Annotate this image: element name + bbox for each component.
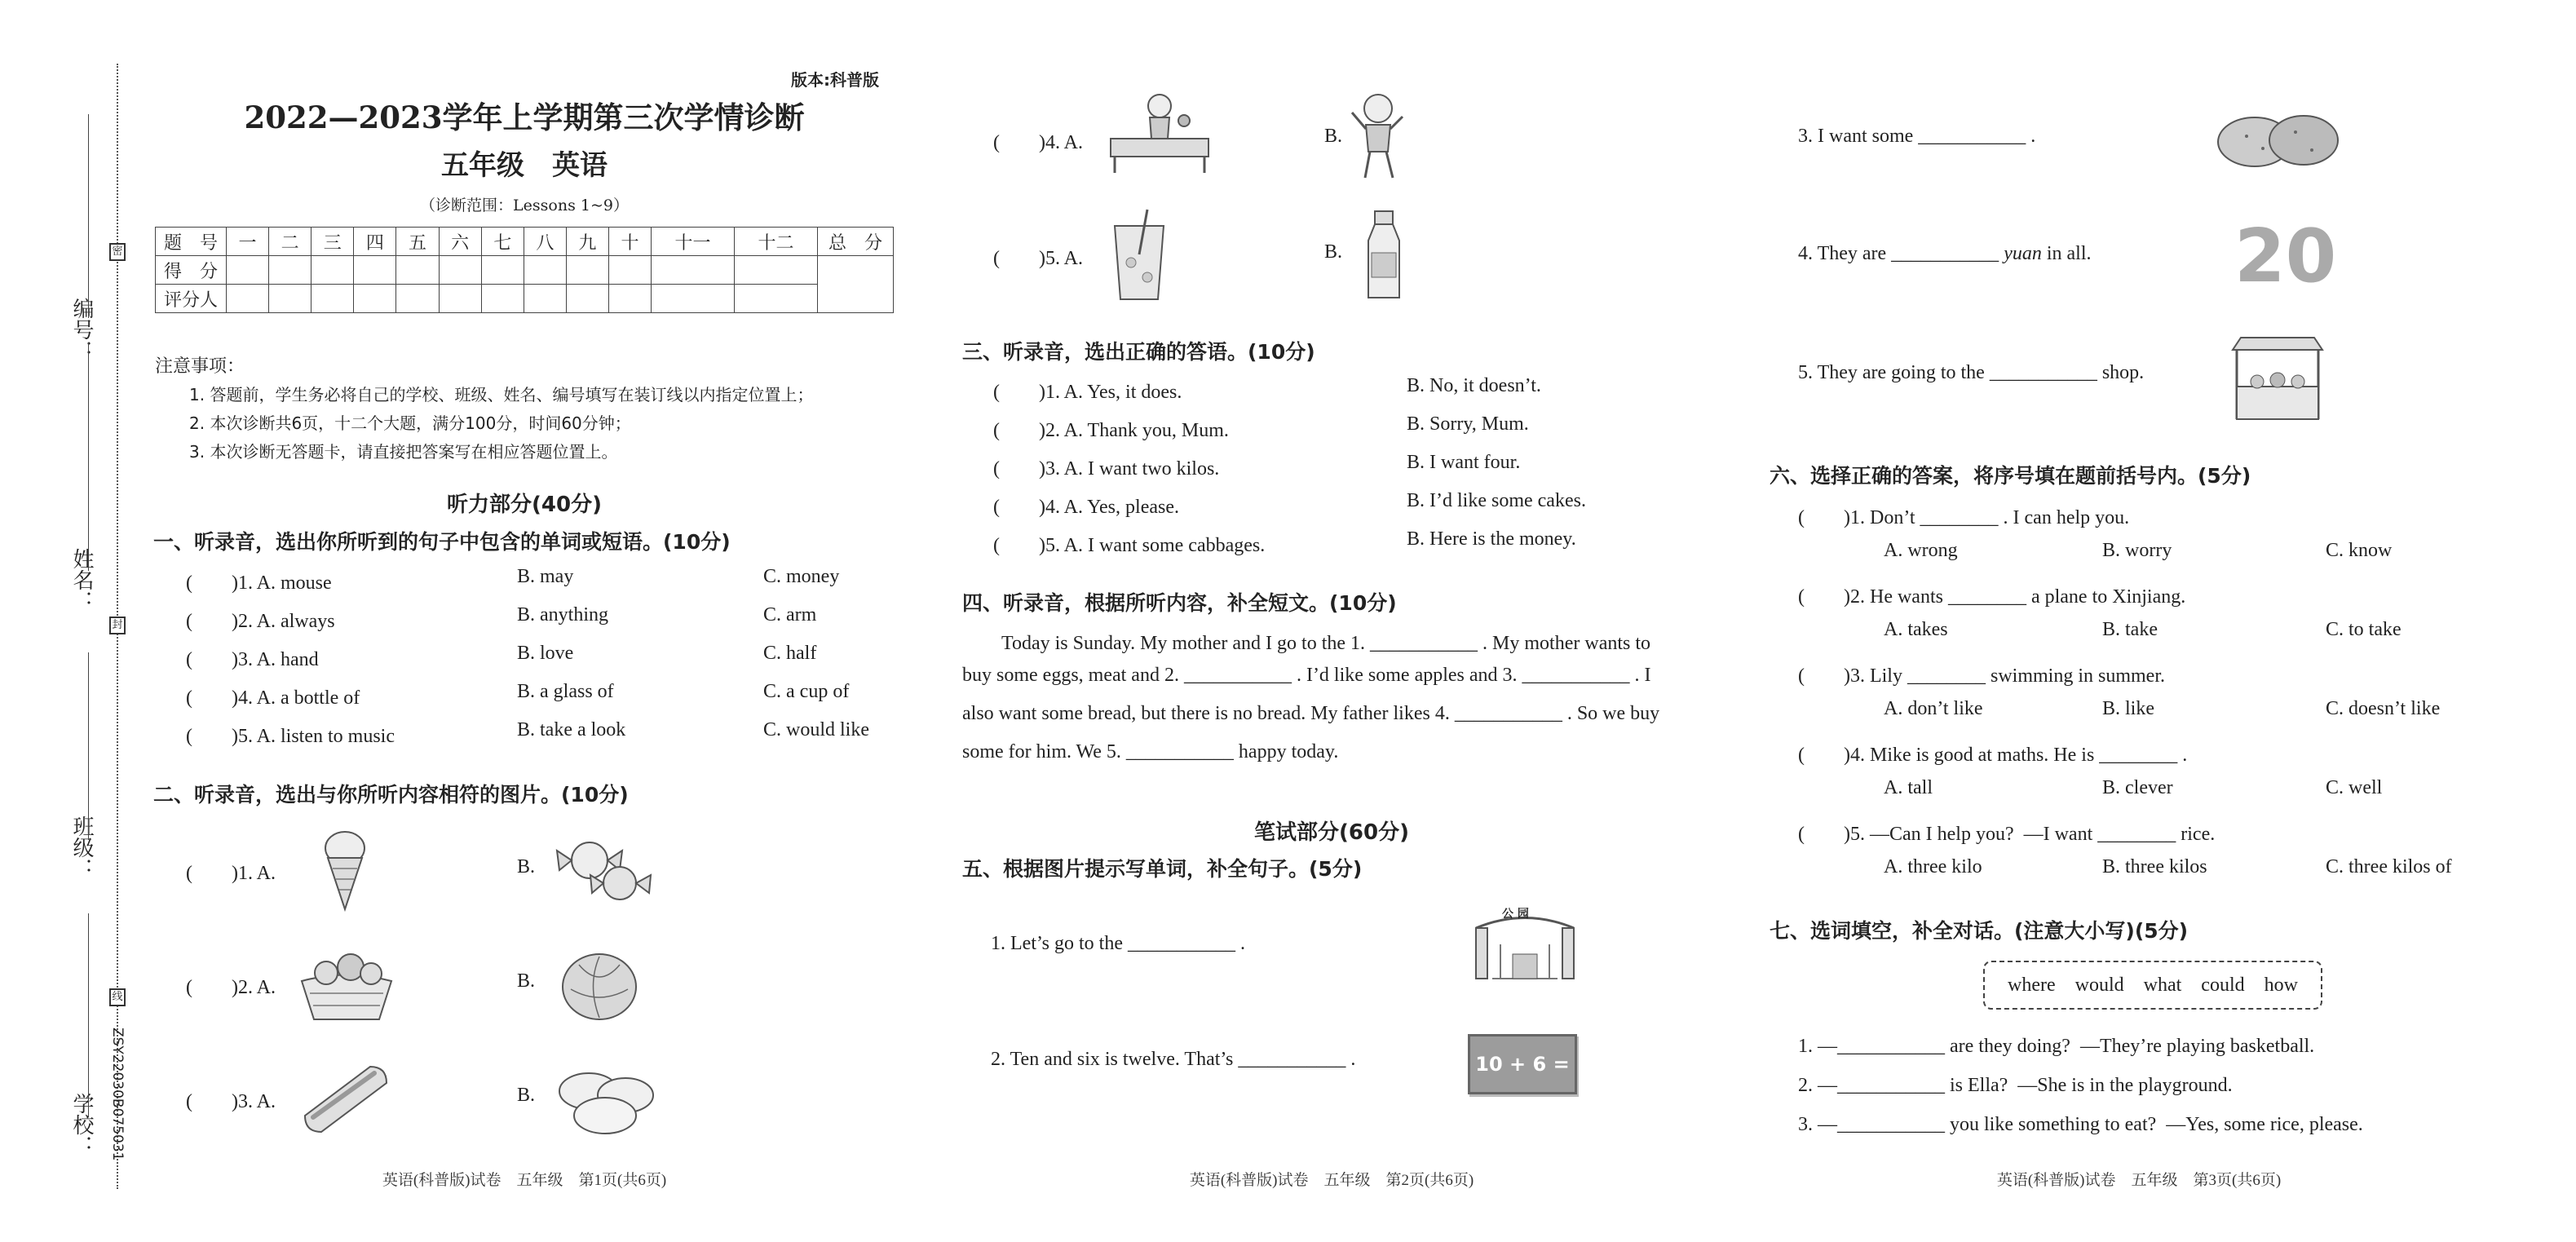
page1-footer: 英语(科普版)试卷 五年级 第1页(共6页) xyxy=(382,1172,667,1189)
question-option-a: ( )5. A. I want some cabbages. xyxy=(993,535,1266,556)
grader-cell[interactable] xyxy=(608,285,651,313)
option-b: B. a glass of xyxy=(517,681,614,702)
dialog-question: 3. —___________ you like something to eat? —Yes, some rice, please. xyxy=(1798,1114,2363,1135)
label-name: 姓名： xyxy=(69,548,94,612)
score-cell[interactable] xyxy=(269,256,312,285)
question-number: ( )2. A. xyxy=(186,977,276,998)
option-a: A. tall xyxy=(1884,777,1933,798)
option-b: B. I want four. xyxy=(1407,452,1521,473)
option-b: B. take xyxy=(2102,619,2158,640)
score-cell[interactable] xyxy=(652,256,735,285)
option-a: A. wrong xyxy=(1884,540,1958,561)
candies-picture[interactable] xyxy=(553,828,659,909)
field-line-class[interactable] xyxy=(88,652,89,840)
question-number: ( )1. A. mouse xyxy=(186,572,332,594)
milk-bottle-picture[interactable] xyxy=(1363,208,1404,302)
field-line-number[interactable] xyxy=(88,114,89,318)
choice-question: ( )2. He wants ________ a plane to Xinjiang. xyxy=(1798,586,2186,608)
word-bank-box: where would what could how xyxy=(1983,961,2322,1010)
dialog-question: 2. —___________ is Ella? —She is in the playground. xyxy=(1798,1075,2233,1096)
option-b: B. three kilos xyxy=(2102,856,2207,877)
score-header: 二 xyxy=(269,228,312,256)
score-cell[interactable] xyxy=(396,256,439,285)
section6-title: 六、选择正确的答案，将序号填在题前括号内。(5分) xyxy=(1770,464,2251,488)
fill-question-part: 4. They are ___________ xyxy=(1798,243,2004,264)
label-school: 学校： xyxy=(69,1093,94,1156)
option-c: C. doesn’t like xyxy=(2326,698,2441,719)
exam-scope: （诊断范围：Lessons 1~9） xyxy=(420,197,629,214)
potatoes-picture[interactable] xyxy=(2214,108,2344,173)
question-number: ( )1. A. xyxy=(186,863,276,884)
notes-title: 注意事项： xyxy=(155,356,245,377)
park-sign: 公 园 xyxy=(1502,908,1529,921)
question-number: ( )3. A. hand xyxy=(186,649,319,670)
option-b: B. anything xyxy=(517,604,608,625)
section1-title: 一、听录音，选出你所听到的句子中包含的单词或短语。(10分) xyxy=(153,530,731,554)
big-number-picture[interactable]: 20 xyxy=(2234,214,2337,299)
score-cell[interactable] xyxy=(608,256,651,285)
passage-line: buy some eggs, meat and 2. ___________ . I’d like some apples and 3. ___________ . I xyxy=(962,665,1651,686)
score-header: 十二 xyxy=(735,228,818,256)
grader-row-label: 评分人 xyxy=(156,285,227,313)
option-c: C. money xyxy=(763,566,840,587)
option-a: A. takes xyxy=(1884,619,1948,640)
option-b: B. Sorry, Mum. xyxy=(1407,413,1529,435)
vegetable-basket-picture[interactable] xyxy=(294,944,400,1026)
edition-label: 版本:科普版 xyxy=(791,70,879,90)
option-b: B. xyxy=(517,856,536,877)
field-line-name[interactable] xyxy=(88,343,89,571)
listening-part-title: 听力部分(40分) xyxy=(447,493,602,517)
label-class: 班级： xyxy=(69,815,94,879)
section4-title: 四、听录音，根据所听内容，补全短文。(10分) xyxy=(962,591,1397,615)
score-cell[interactable] xyxy=(354,256,396,285)
section5-title: 五、根据图片提示写单词，补全句子。(5分) xyxy=(962,857,1363,881)
choice-question: ( )4. Mike is good at maths. He is ________ . xyxy=(1798,745,2188,766)
page3-footer: 英语(科普版)试卷 五年级 第3页(共6页) xyxy=(1996,1172,2282,1189)
option-b: B. xyxy=(517,1085,536,1106)
fill-question-part: in all. xyxy=(2041,243,2092,264)
choice-question: ( )5. —Can I help you? —I want ________ rice. xyxy=(1798,824,2216,845)
seal-char-mi: 密 xyxy=(109,243,126,261)
note-item: 1. 答题前，学生务必将自己的学校、班级、姓名、编号填写在装订线以内指定位置上； xyxy=(189,385,814,404)
passage-line: some for him. We 5. ___________ happy today. xyxy=(962,741,1339,762)
currency-word: yuan xyxy=(2004,243,2042,264)
writing-part-title: 笔试部分(60分) xyxy=(1254,820,1409,845)
score-table xyxy=(155,227,894,313)
choice-question: ( )3. Lily ________ swimming in summer. xyxy=(1798,665,2165,687)
question-number: ( )3. A. xyxy=(186,1091,276,1112)
score-cell[interactable] xyxy=(735,256,818,285)
page2-footer: 英语(科普版)试卷 五年级 第2页(共6页) xyxy=(1189,1172,1474,1189)
score-header: 十一 xyxy=(652,228,735,256)
option-c: C. half xyxy=(763,643,817,664)
option-b: B. Here is the money. xyxy=(1407,528,1576,550)
passage-line: Today is Sunday. My mother and I go to the 1. ___________ . My mother wants to xyxy=(962,633,1651,654)
score-header-total: 总 分 xyxy=(818,228,894,256)
option-a: A. don’t like xyxy=(1884,698,1983,719)
seal-char-feng: 封 xyxy=(109,617,126,634)
grader-cell[interactable] xyxy=(354,285,396,313)
question-option-a: ( )3. A. I want two kilos. xyxy=(993,458,1220,480)
section7-title: 七、选词填空，补全对话。(注意大小写)(5分) xyxy=(1770,919,2189,943)
option-b: B. xyxy=(1324,126,1343,147)
fill-question: 3. I want some ___________ . xyxy=(1798,126,2036,147)
option-c: C. arm xyxy=(763,604,817,625)
grader-cell[interactable] xyxy=(735,285,818,313)
option-b: B. take a look xyxy=(517,719,626,740)
option-a: A. three kilo xyxy=(1884,856,1982,877)
option-b: B. xyxy=(1324,241,1343,263)
fill-question: 2. Ten and six is twelve. That’s ___________ . xyxy=(991,1049,1356,1070)
grader-cell[interactable] xyxy=(481,285,524,313)
field-line-school[interactable] xyxy=(88,913,89,1117)
seal-char-xian: 线 xyxy=(109,988,126,1006)
fill-question: 5. They are going to the ___________ shop. xyxy=(1798,362,2145,383)
bread-rolls-picture[interactable] xyxy=(548,1059,662,1140)
question-number: ( )4. A. a bottle of xyxy=(186,687,360,709)
score-cell[interactable] xyxy=(227,256,269,285)
option-c: C. a cup of xyxy=(763,681,850,702)
option-b: B. I’d like some cakes. xyxy=(1407,490,1586,511)
total-score-cell[interactable] xyxy=(818,256,894,313)
fill-question: 1. Let’s go to the ___________ . xyxy=(991,933,1245,954)
question-option-a: ( )1. A. Yes, it does. xyxy=(993,382,1182,403)
dialog-question: 1. —___________ are they doing? —They’re playing basketball. xyxy=(1798,1036,2315,1057)
question-option-a: ( )2. A. Thank you, Mum. xyxy=(993,420,1229,441)
grader-cell[interactable] xyxy=(396,285,439,313)
question-number: ( )5. A. listen to music xyxy=(186,726,395,747)
option-c: C. to take xyxy=(2326,619,2401,640)
option-b: B. xyxy=(517,970,536,992)
grader-cell[interactable] xyxy=(566,285,608,313)
score-cell[interactable] xyxy=(481,256,524,285)
ice-cream-cone-picture[interactable] xyxy=(316,824,373,913)
juice-glass-picture[interactable] xyxy=(1102,206,1176,303)
grader-cell[interactable] xyxy=(652,285,735,313)
grader-cell[interactable] xyxy=(227,285,269,313)
section3-title: 三、听录音，选出正确的答语。(10分) xyxy=(962,340,1315,364)
option-b: B. may xyxy=(517,566,574,587)
score-header: 一 xyxy=(227,228,269,256)
score-cell[interactable] xyxy=(312,256,354,285)
score-cell[interactable] xyxy=(566,256,608,285)
grader-cell[interactable] xyxy=(524,285,566,313)
option-b: B. No, it doesn’t. xyxy=(1407,375,1541,396)
grader-cell[interactable] xyxy=(439,285,481,313)
barcode-number: ZSY22030B075031 xyxy=(109,1028,126,1161)
label-number: 编号： xyxy=(69,298,94,361)
grader-cell[interactable] xyxy=(269,285,312,313)
score-header: 八 xyxy=(524,228,566,256)
passage-line: also want some bread, but there is no bread. My father likes 4. ___________ . So we buy xyxy=(962,703,1660,724)
score-header: 三 xyxy=(312,228,354,256)
score-header: 六 xyxy=(439,228,481,256)
option-c: C. well xyxy=(2326,777,2383,798)
question-option-a: ( )4. A. Yes, please. xyxy=(993,497,1179,518)
question-number: ( )5. A. xyxy=(993,248,1083,269)
choice-question: ( )1. Don’t ________ . I can help you. xyxy=(1798,507,2130,528)
option-b: B. clever xyxy=(2102,777,2173,798)
option-b: B. like xyxy=(2102,698,2154,719)
cabbage-picture[interactable] xyxy=(555,944,644,1026)
question-number: ( )2. A. always xyxy=(186,611,335,632)
score-header: 十 xyxy=(608,228,651,256)
score-header-label: 题 号 xyxy=(156,228,227,256)
score-header: 九 xyxy=(566,228,608,256)
math-board[interactable]: 10 + 6 = ? xyxy=(1468,1034,1577,1094)
option-b: B. love xyxy=(517,643,574,664)
exam-title: 2022—2023学年上学期第三次学情诊断 xyxy=(244,99,805,135)
exam-subtitle: 五年级 英语 xyxy=(441,149,608,182)
hot-dog-picture[interactable] xyxy=(297,1059,395,1140)
note-item: 3. 本次诊断无答题卡，请直接把答案写在相应答题位置上。 xyxy=(189,442,618,462)
note-item: 2. 本次诊断共6页，十二个大题，满分100分，时间60分钟； xyxy=(189,413,631,433)
boy-playing-picture[interactable] xyxy=(1345,88,1411,182)
score-cell[interactable] xyxy=(439,256,481,285)
section2-title: 二、听录音，选出与你所听内容相符的图片。(10分) xyxy=(153,783,629,807)
option-c: C. three kilos of xyxy=(2326,856,2452,877)
option-c: C. know xyxy=(2326,540,2393,561)
fruit-stall-picture[interactable] xyxy=(2225,329,2331,427)
option-c: C. would like xyxy=(763,719,869,740)
option-b: B. worry xyxy=(2102,540,2172,561)
question-number: ( )4. A. xyxy=(993,132,1083,153)
ping-pong-picture[interactable] xyxy=(1102,88,1217,178)
score-header: 七 xyxy=(481,228,524,256)
score-header: 五 xyxy=(396,228,439,256)
fill-question xyxy=(1798,243,2092,265)
score-cell[interactable] xyxy=(524,256,566,285)
grader-cell[interactable] xyxy=(312,285,354,313)
score-header: 四 xyxy=(354,228,396,256)
score-row-label: 得 分 xyxy=(156,256,227,285)
